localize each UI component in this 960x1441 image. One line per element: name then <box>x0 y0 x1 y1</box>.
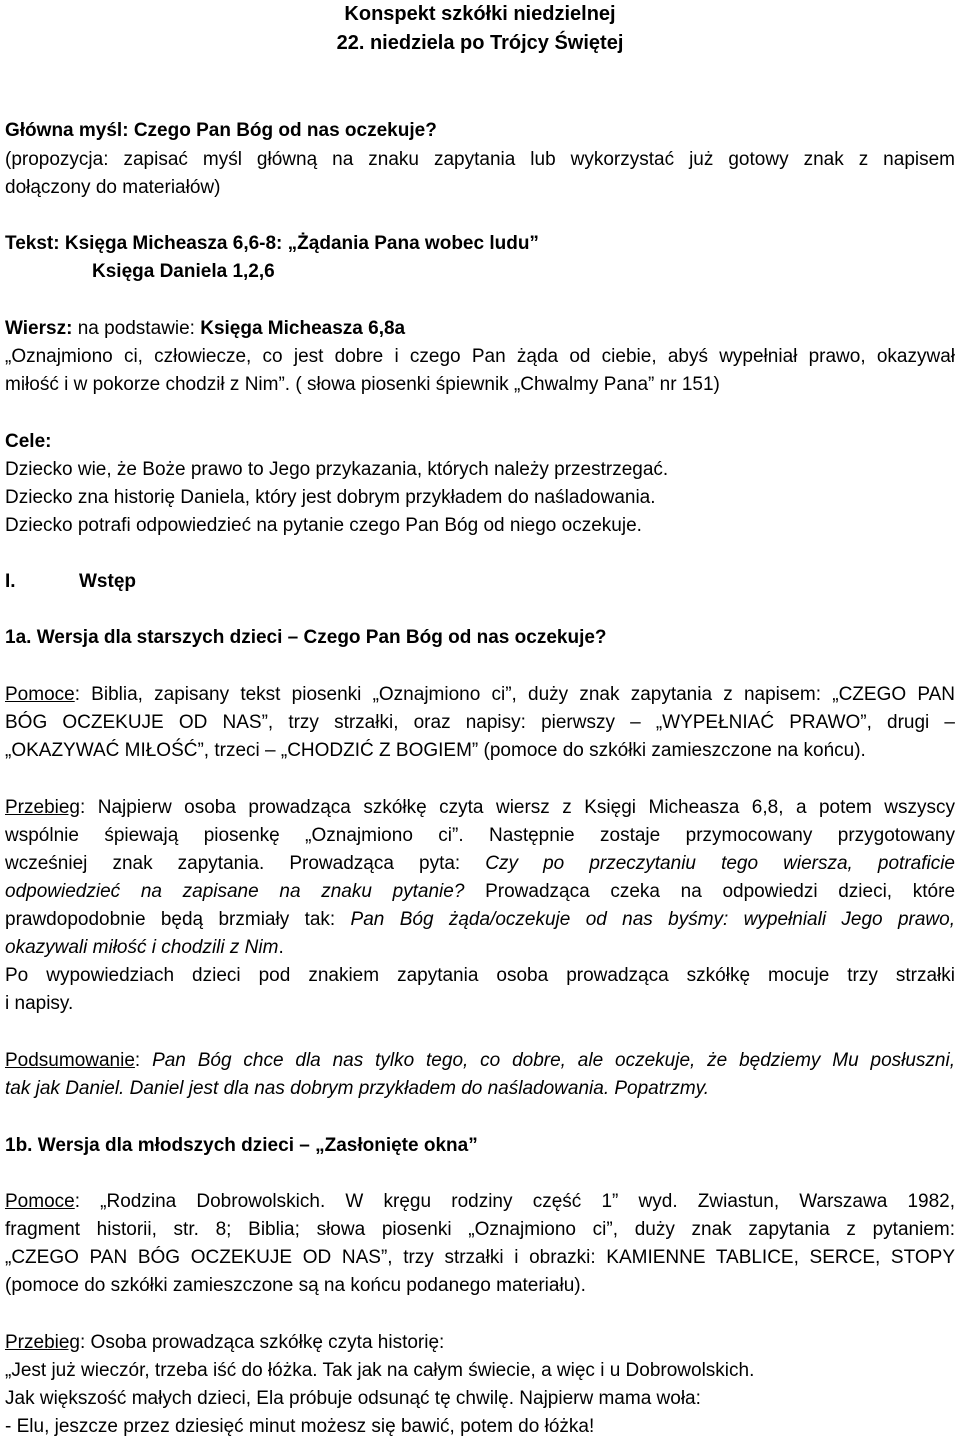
aids-text: : Biblia, zapisany tekst piosenki „Oznajmiono ci”, duży znak zapytania z napisem: „CZEGO PAN <box>74 684 955 705</box>
text-refs <box>5 230 955 258</box>
aids-label: Pomoce <box>5 684 75 705</box>
part-1a-aids-line-3: „OKAZYWAĆ MIŁOŚĆ”, trzeci – „CHODZIĆ Z BOGIEM” (pomoce do szkółki zamieszczone na końcu). <box>5 740 866 761</box>
part-1b-aids-line-1 <box>5 1188 955 1216</box>
course-text: Prowadząca czeka na odpowiedzi dzieci, które <box>464 881 956 902</box>
part-1a-aids-line-2: BÓG OCZEKUJE OD NAS”, trzy strzałki, oraz napisy: pierwszy – „WYPEŁNIAĆ PRAWO”, drugi – <box>5 712 955 733</box>
summary-text: Pan Bóg chce dla nas tylko tego, co dobre, ale oczekuje, że będziemy Mu posłuszni, <box>152 1050 955 1071</box>
course-text: prawdopodobnie będą brzmiały tak: <box>5 909 351 930</box>
part-1b-course-line-1 <box>5 1329 955 1357</box>
section-1-title: Wstęp <box>79 571 136 592</box>
part-1a-course-line-5 <box>5 906 955 934</box>
document-subtitle: 22. niedziela po Trójcy Świętej <box>336 32 624 54</box>
course-text: . <box>278 937 284 958</box>
text-label: Tekst: <box>5 233 60 254</box>
part-1a-summary-line-1 <box>5 1047 955 1075</box>
part-1a-course-line-2: wspólnie śpiewają piosenkę „Oznajmiono ci”. Następnie zostaje przymocowany przygotowany <box>5 825 955 846</box>
goals-label: Cele: <box>5 431 52 452</box>
verse-line-1: „Oznajmiono ci, człowiecze, co jest dobre i czego Pan żąda od ciebie, abyś wypełniał prawo, okazywał <box>5 346 955 367</box>
part-1a-course-line-1 <box>5 794 955 822</box>
verse-header <box>5 315 955 343</box>
course-text: : Najpierw osoba prowadząca szkółkę czyta wiersz z Księgi Micheasza 6,8, a potem wszyscy <box>80 797 955 818</box>
main-thought-text: Czego Pan Bóg od nas oczekuje? <box>133 120 437 141</box>
part-1a-course-line-3 <box>5 850 955 878</box>
summary-colon: : <box>134 1050 153 1071</box>
verse-prefix: na podstawie: <box>77 318 195 339</box>
goal-item: Dziecko zna historię Daniela, który jest dobrym przykładem do naśladowania. <box>5 487 656 508</box>
main-thought-note-2: dołączony do materiałów) <box>5 177 221 198</box>
course-label: Przebieg <box>5 797 80 818</box>
course-question: odpowiedzieć na zapisane na znaku pytanie? <box>5 881 465 902</box>
part-1b-heading: 1b. Wersja dla młodszych dzieci – „Zasłonięte okna” <box>5 1135 478 1156</box>
course-label: Przebieg <box>5 1332 80 1353</box>
course-answer: Pan Bóg żąda/oczekuje od nas byśmy: wypełniali Jego prawo, <box>350 909 955 930</box>
main-thought <box>5 117 955 145</box>
story-line-2: Jak większość małych dzieci, Ela próbuje odsunąć tę chwilę. Najpierw mama woła: <box>5 1388 701 1409</box>
aids-label: Pomoce <box>5 1191 75 1212</box>
document-title: Konspekt szkółki niedzielnej <box>344 3 616 25</box>
part-1a-heading: 1a. Wersja dla starszych dzieci – Czego Pan Bóg od nas oczekuje? <box>5 627 607 648</box>
main-thought-note-1: (propozycja: zapisać myśl główną na znaku zapytania lub wykorzystać już gotowy znak z napisem <box>5 149 955 170</box>
course-answer: okazywali miłość i chodzili z Nim <box>5 937 279 958</box>
part-1a-aids-line-1 <box>5 681 955 709</box>
text-ref-2: Księga Daniela 1,2,6 <box>92 261 275 282</box>
section-1-num: I. <box>5 571 16 592</box>
course-text: wcześniej znak zapytania. Prowadząca pyta: <box>5 853 486 874</box>
goal-item: Dziecko potrafi odpowiedzieć na pytanie czego Pan Bóg od niego oczekuje. <box>5 515 642 536</box>
verse-line-2 <box>5 371 955 399</box>
verse-line-2a: miłość i w pokorze chodził z Nim”. <box>5 374 291 395</box>
verse-ref: Księga Micheasza 6,8a <box>200 318 406 339</box>
goal-item: Dziecko wie, że Boże prawo to Jego przykazania, których należy przestrzegać. <box>5 459 669 480</box>
course-question: Czy po przeczytaniu tego wiersza, potraficie <box>485 853 955 874</box>
main-thought-label: Główna myśl: <box>5 120 129 141</box>
part-1a-course-line-7: Po wypowiedziach dzieci pod znakiem zapytania osoba prowadząca szkółkę mocuje trzy strzałki <box>5 965 955 986</box>
course-text: : Osoba prowadząca szkółkę czyta historię: <box>80 1332 445 1353</box>
summary-label: Podsumowanie <box>5 1050 135 1071</box>
part-1a-course-line-4 <box>5 878 955 906</box>
part-1a-course-line-8: i napisy. <box>5 993 74 1014</box>
text-ref-1: Księga Micheasza 6,6-8: „Żądania Pana wobec ludu” <box>64 233 539 254</box>
part-1a-course-line-6 <box>5 934 955 962</box>
story-line-1: „Jest już wieczór, trzeba iść do łóżka. Tak jak na całym świecie, a więc i u Dobrowolskich. <box>5 1360 755 1381</box>
part-1b-aids-line-3: „CZEGO PAN BÓG OCZEKUJE OD NAS”, trzy strzałki i obrazki: KAMIENNE TABLICE, SERCE, STOPY <box>5 1247 955 1268</box>
part-1b-aids-line-2: fragment historii, str. 8; Biblia; słowa piosenki „Oznajmiono ci”, duży znak zapytania z pytaniem: <box>5 1219 955 1240</box>
aids-text: : „Rodzina Dobrowolskich. W kręgu rodziny część 1” wyd. Zwiastun, Warszawa 1982, <box>74 1191 955 1212</box>
verse-label: Wiersz: <box>5 318 73 339</box>
verse-line-2b: ( słowa piosenki śpiewnik „Chwalmy Pana” nr 151) <box>290 374 720 395</box>
story-line-3: - Elu, jeszcze przez dziesięć minut możesz się bawić, potem do łóżka! <box>5 1416 595 1437</box>
part-1b-aids-line-4: (pomoce do szkółki zamieszczone są na końcu podanego materiału). <box>5 1275 586 1296</box>
part-1a-summary-line-2: tak jak Daniel. Daniel jest dla nas dobrym przykładem do naśladowania. Popatrzmy. <box>5 1078 710 1099</box>
